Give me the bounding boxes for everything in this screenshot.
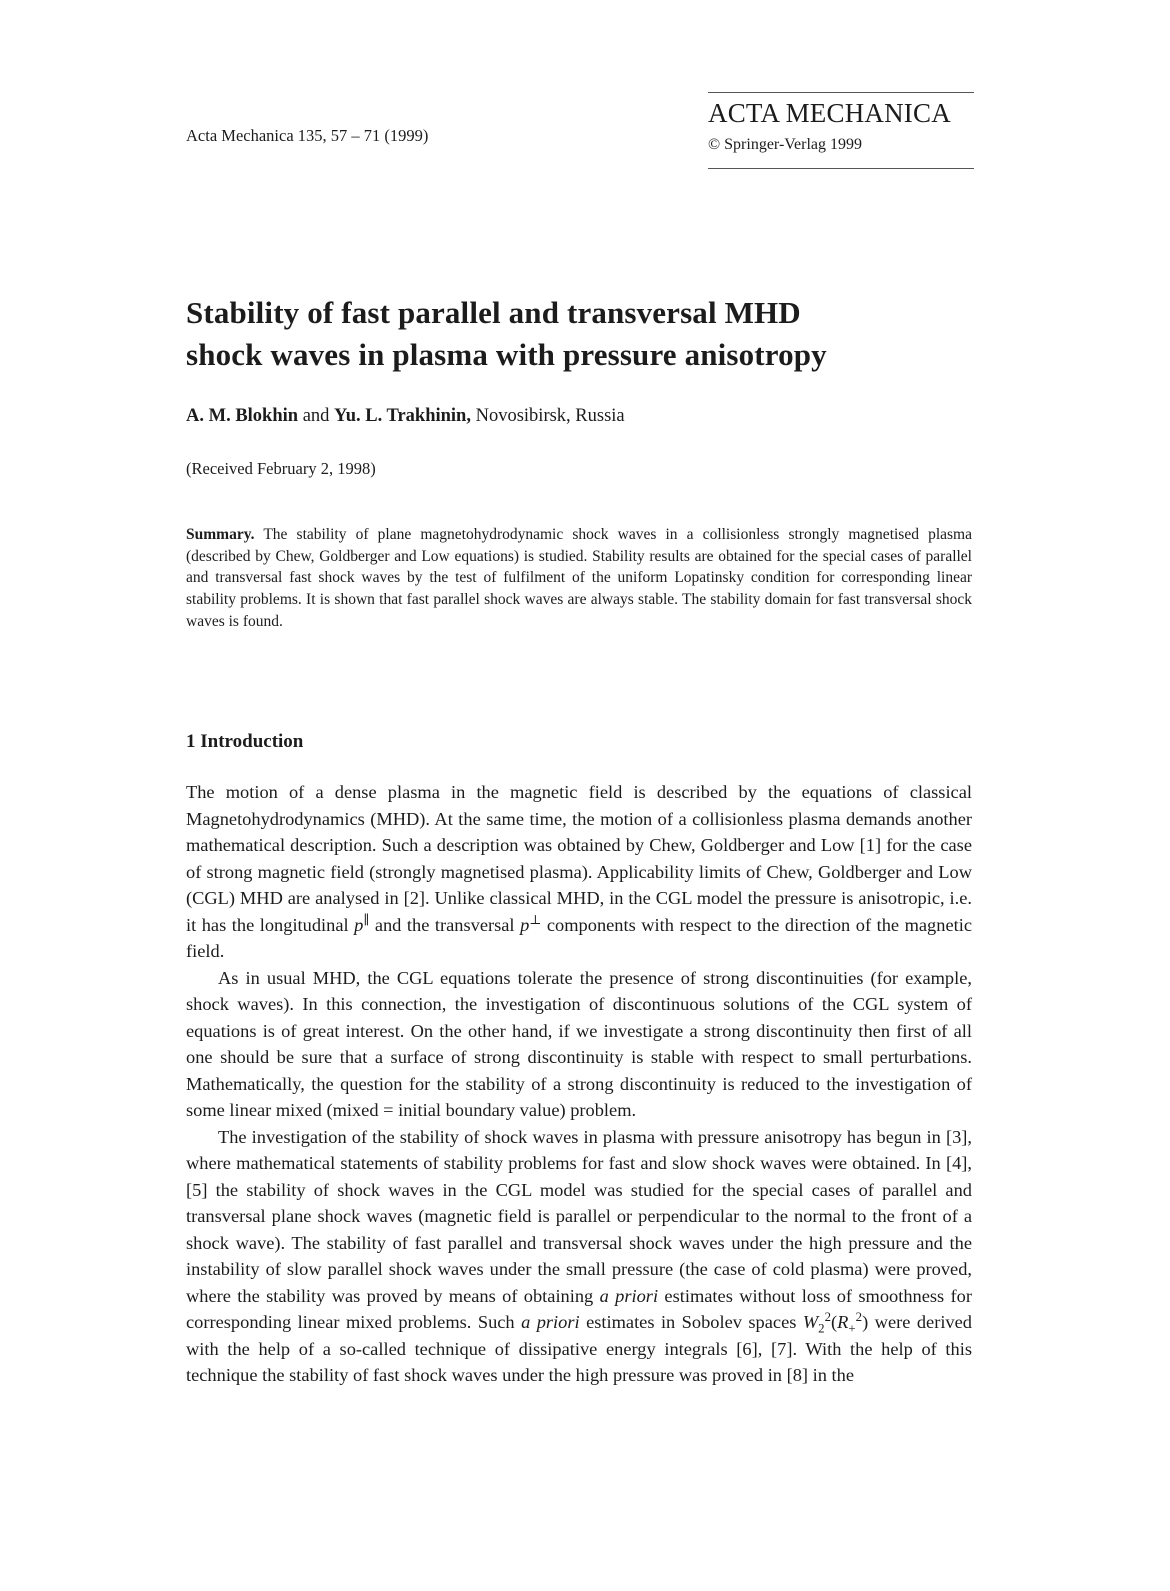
paragraph-1: The motion of a dense plasma in the magnetic field is described by the equations of classical Magnetohydrodynamics (MHD). At the same time, the motion of a collisionless plasma demands another mathematical description. Such a description was obtained by Chew, Goldberger and Low [1] for the case of strong magnetic field (strongly magnetised plasma). Applicability limits of Chew, Goldberger and Low (CGL) MHD are analysed in [2]. Unlike classical MHD, in the CGL model the pressure is anisotropic, i.e. it has the longitudinal p∥ and the transversal p⊥ components with respect to the direction of the magnetic field. [186, 782, 972, 961]
paragraph-2: As in usual MHD, the CGL equations tolerate the presence of strong discontinuities (for example, shock waves). In this connection, the investigation of discontinuous solutions of the CGL system of equations is of great interest. On the other hand, if we investigate a strong discontinuity then first of all one should be sure that a surface of strong discontinuity is stable with respect to small perturbations. Mathematically, the question for the stability of a strong discontinuity is reduced to the investigation of some linear mixed (mixed = initial boundary value) problem. [186, 967, 972, 1120]
author-conjunction: and [298, 406, 335, 426]
body-text [186, 779, 972, 1389]
author-2: Yu. L. Trakhinin, [334, 406, 471, 426]
journal-name: ACTA MECHANICA [708, 98, 951, 128]
masthead-top-rule [708, 92, 974, 93]
section-heading: 1 Introduction [186, 731, 304, 752]
title-line-2: shock waves in plasma with pressure anisotropy [186, 336, 827, 372]
received-date: (Received February 2, 1998) [186, 459, 376, 478]
author-location: Novosibirsk, Russia [470, 406, 625, 426]
journal-citation: Acta Mechanica 135, 57 – 71 (1999) [186, 126, 429, 145]
journal-masthead [708, 92, 974, 169]
title-line-1: Stability of fast parallel and transversal MHD [186, 295, 801, 330]
paragraph-3: The investigation of the stability of shock waves in plasma with pressure anisotropy has begun in [3], where mathematical statements of stability problems for fast and slow shock waves were obtained. In [4], [5] the stability of shock waves in the CGL model was studied for the special cases of parallel and transversal plane shock waves (magnetic field is parallel or perpendicular to the normal to the front of a shock wave). The stability of fast parallel and transversal shock waves under the high pressure and the instability of slow parallel shock waves under the small pressure (the case of cold plasma) were proved, where the stability was proved by means of obtaining a priori estimates without loss of smoothness for corresponding linear mixed problems. Such a priori estimates in Sobolev spaces $W_2^2(R_+^2)$ were derived with the help of a so-called technique of dissipative energy integrals [6], [7]. With the help of this technique the stability of fast shock waves under the high pressure was proved in [8] in the [186, 1126, 972, 1385]
summary [186, 524, 972, 632]
summary-text: The stability of plane magnetohydrodynamic shock waves in a collisionless strongly magnetised plasma (described by Chew, Goldberger and Low equations) is studied. Stability results are obtained for the special cases of parallel and transversal fast shock waves by the test of fulfilment of the uniform Lopatinsky condition for corresponding linear stability problems. It is shown that fast parallel shock waves are always stable. The stability domain for fast transversal shock waves is found. [186, 526, 972, 630]
masthead-bottom-rule [708, 168, 974, 169]
author-line [186, 406, 625, 427]
author-1: A. M. Blokhin [186, 406, 299, 426]
summary-label: Summary. [186, 526, 255, 543]
journal-copyright: © Springer-Verlag 1999 [708, 136, 863, 154]
article-title [186, 292, 986, 375]
